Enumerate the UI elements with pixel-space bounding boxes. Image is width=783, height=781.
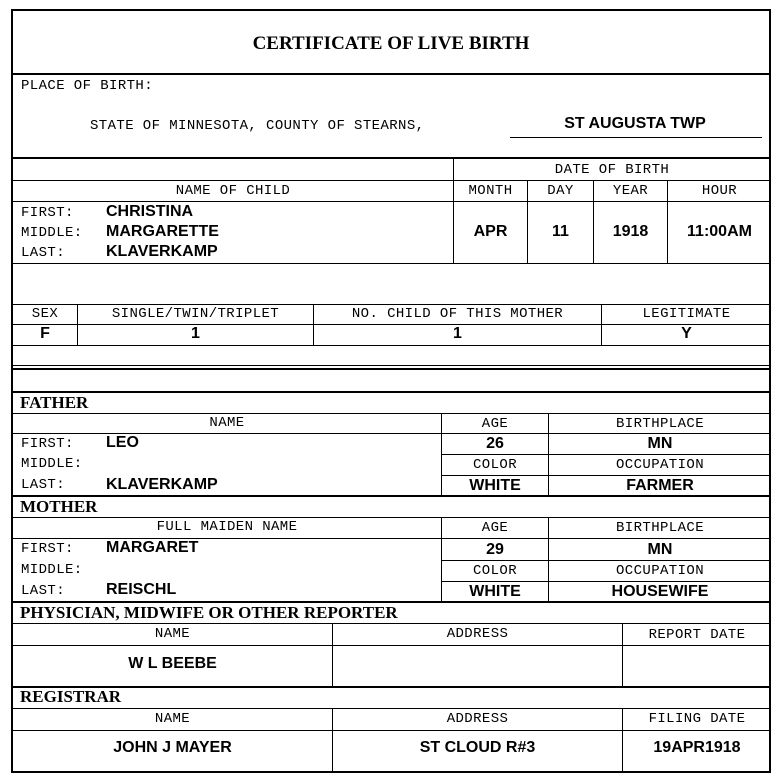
father-middle-label: MIDDLE:: [21, 456, 83, 472]
year-label: YEAR: [612, 183, 649, 199]
mother-first-label: FIRST:: [21, 541, 74, 557]
registrar-name-label: NAME: [154, 711, 191, 727]
registrar-name: JOHN J MAYER: [113, 739, 232, 756]
state-county-text: STATE OF MINNESOTA, COUNTY OF STEARNS,: [90, 118, 425, 134]
birth-year: 1918: [612, 223, 649, 240]
filing-date: 19APR1918: [653, 739, 741, 756]
sex-value: F: [40, 325, 50, 342]
mother-occupation-label: OCCUPATION: [615, 563, 704, 579]
township-value: ST AUGUSTA TWP: [564, 115, 706, 132]
mother-color-label: COLOR: [472, 563, 517, 579]
mother-birthplace-label: BIRTHPLACE: [615, 520, 704, 536]
divider: [11, 623, 771, 624]
legitimate-value: Y: [681, 325, 692, 342]
divider: [441, 454, 771, 455]
divider: [11, 517, 771, 518]
father-color-label: COLOR: [472, 457, 517, 473]
divider: [11, 730, 771, 731]
plurality-value: 1: [191, 325, 200, 342]
place-of-birth-label: PLACE OF BIRTH:: [21, 78, 154, 94]
father-age: 26: [486, 435, 504, 452]
mother-age-label: AGE: [481, 520, 509, 536]
month-label: MONTH: [468, 183, 513, 199]
physician-name: W L BEEBE: [128, 655, 217, 672]
father-first-name: LEO: [106, 434, 139, 451]
child-first-label: FIRST:: [21, 205, 74, 221]
mother-last-label: LAST:: [21, 583, 66, 599]
report-date-label: REPORT DATE: [648, 627, 746, 643]
plurality-label: SINGLE/TWIN/TRIPLET: [111, 306, 280, 322]
legitimate-label: LEGITIMATE: [642, 306, 731, 322]
divider: [11, 73, 771, 75]
father-age-label: AGE: [481, 416, 509, 432]
child-name-header: NAME OF CHILD: [175, 183, 291, 199]
mother-section-title: MOTHER: [20, 497, 98, 516]
father-first-label: FIRST:: [21, 436, 74, 452]
child-first-name: CHRISTINA: [106, 203, 194, 220]
filing-date-label: FILING DATE: [648, 711, 746, 727]
divider: [11, 304, 771, 305]
child-last-label: LAST:: [21, 245, 66, 261]
mother-age: 29: [486, 541, 504, 558]
mother-first-name: MARGARET: [106, 539, 199, 556]
father-last-label: LAST:: [21, 477, 66, 493]
divider: [441, 581, 771, 582]
mother-last-name: REISCHL: [106, 581, 177, 598]
birth-month: APR: [473, 223, 508, 240]
divider: [441, 560, 771, 561]
mother-color: WHITE: [469, 583, 521, 600]
divider: [11, 263, 771, 264]
father-occupation-label: OCCUPATION: [615, 457, 704, 473]
registrar-address: ST CLOUD R#3: [419, 739, 536, 756]
father-last-name: KLAVERKAMP: [106, 476, 218, 493]
child-last-name: KLAVERKAMP: [106, 243, 218, 260]
divider: [11, 708, 771, 709]
divider: [11, 365, 771, 366]
father-color: WHITE: [469, 477, 521, 494]
mother-name-label: FULL MAIDEN NAME: [156, 519, 298, 535]
father-name-label: NAME: [209, 415, 245, 431]
divider: [11, 495, 771, 497]
child-middle-name: MARGARETTE: [106, 223, 219, 240]
physician-name-label: NAME: [154, 626, 191, 642]
father-section-title: FATHER: [20, 393, 89, 412]
divider: [11, 157, 771, 159]
registrar-address-label: ADDRESS: [446, 711, 509, 727]
day-label: DAY: [547, 183, 574, 199]
divider: [11, 180, 771, 181]
physician-section-title: PHYSICIAN, MIDWIFE OR OTHER REPORTER: [20, 603, 398, 622]
father-occupation: FARMER: [626, 477, 694, 494]
mother-middle-label: MIDDLE:: [21, 562, 83, 578]
divider: [11, 413, 771, 414]
divider: [11, 391, 771, 393]
child-number-value: 1: [453, 325, 462, 342]
father-birthplace-label: BIRTHPLACE: [615, 416, 704, 432]
child-middle-label: MIDDLE:: [21, 225, 83, 241]
divider: [11, 201, 771, 202]
divider: [11, 345, 771, 346]
divider: [11, 368, 771, 370]
physician-address-label: ADDRESS: [446, 626, 509, 642]
child-number-label: NO. CHILD OF THIS MOTHER: [351, 306, 564, 322]
divider: [11, 645, 771, 646]
registrar-section-title: REGISTRAR: [20, 687, 122, 706]
township-underline: [510, 137, 762, 138]
sex-label: SEX: [31, 306, 59, 322]
father-birthplace: MN: [647, 435, 673, 452]
mother-birthplace: MN: [647, 541, 673, 558]
birth-day: 11: [552, 223, 569, 240]
divider: [11, 686, 771, 688]
mother-occupation: HOUSEWIFE: [611, 583, 709, 600]
date-of-birth-header: DATE OF BIRTH: [554, 162, 670, 178]
birth-hour: 11:00AM: [687, 223, 752, 240]
divider: [441, 475, 771, 476]
certificate-title: CERTIFICATE OF LIVE BIRTH: [252, 33, 530, 54]
hour-label: HOUR: [701, 183, 738, 199]
